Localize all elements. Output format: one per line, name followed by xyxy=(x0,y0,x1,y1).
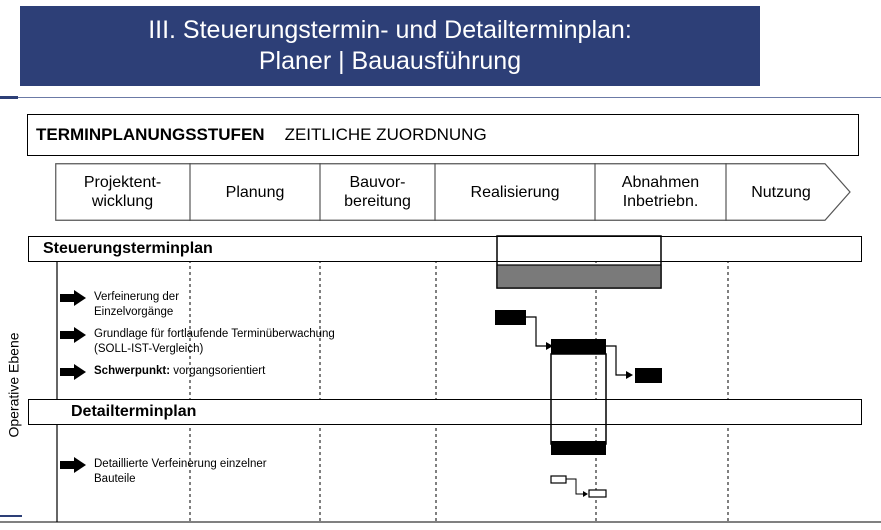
phase-label-line2: wicklung xyxy=(91,193,154,210)
side-label-text: Operative Ebene xyxy=(6,332,23,438)
detail-subbar-2 xyxy=(589,490,606,497)
phase-label-line1: Nutzung xyxy=(751,183,811,201)
steuerung-bullet-1 xyxy=(60,290,394,320)
bullet-rest: vorgangsorientiert xyxy=(170,365,266,377)
phase-label-line1: Bauvor- xyxy=(349,174,406,191)
phase-label-line2: bereitung xyxy=(344,193,411,210)
gantt-bar-1 xyxy=(495,310,526,325)
bullet-bold: Schwerpunkt: xyxy=(94,365,171,377)
gantt-link-arrow-1 xyxy=(546,342,553,350)
detail-band xyxy=(28,399,862,425)
gantt-bar-2 xyxy=(551,339,606,354)
arrow-right-icon xyxy=(60,457,86,473)
bullet-line2: Bauteile xyxy=(94,473,136,485)
steuerung-title: Steuerungsterminplan xyxy=(43,240,213,257)
bullet-line1: Verfeinerung der xyxy=(94,291,180,303)
steuerung-bullet-3 xyxy=(60,364,394,380)
phase-label-line1: Projektent- xyxy=(83,174,162,191)
phase-label-line1: Realisierung xyxy=(470,183,560,201)
detail-bar xyxy=(551,441,606,455)
heading-normal: ZEITLICHE ZUORDNUNG xyxy=(284,125,487,144)
steuerung-bullet-2 xyxy=(60,327,394,357)
heading-bold: TERMINPLANUNGSSTUFEN xyxy=(36,125,265,144)
summary-bar xyxy=(497,265,661,288)
arrow-right-icon xyxy=(60,290,86,306)
phase-label-line2: Inbetriebn. xyxy=(622,193,699,210)
gantt-bar-3 xyxy=(635,368,662,383)
arrow-right-icon xyxy=(60,327,86,343)
title-rule xyxy=(18,97,881,98)
gantt-link-2 xyxy=(606,346,626,375)
side-label xyxy=(0,300,28,470)
title-line-2: Planer | Bauausführung xyxy=(258,47,522,75)
title-banner xyxy=(20,6,760,86)
detail-link-arrow xyxy=(583,491,588,497)
phase-row xyxy=(55,163,851,221)
phase-abnahmen xyxy=(595,163,726,221)
phase-projektentwicklung xyxy=(55,163,190,221)
gantt-link-arrow-2 xyxy=(626,371,633,379)
heading-box xyxy=(27,114,859,156)
phase-label-line1: Planung xyxy=(225,183,285,201)
phase-bauvorbereitung xyxy=(320,163,435,221)
detail-subbar-1 xyxy=(551,476,566,483)
bullet-line2: (SOLL-IST-Vergleich) xyxy=(94,343,204,355)
detail-bullet-1 xyxy=(60,457,394,487)
bullet-line2: Einzelvorgänge xyxy=(94,306,174,318)
gantt-link-1 xyxy=(526,317,546,346)
title-rule-accent xyxy=(0,96,18,99)
title-line-1: III. Steuerungstermin- und Detailterminplan: xyxy=(148,16,632,44)
phase-planung xyxy=(190,163,320,221)
phase-label-line1: Abnahmen xyxy=(621,174,700,191)
detail-title: Detailterminplan xyxy=(71,403,197,420)
bullet-line1: Detaillierte Verfeinerung einzelner xyxy=(94,458,267,470)
phase-nutzung xyxy=(726,163,836,221)
steuerung-band xyxy=(28,236,862,262)
phase-realisierung xyxy=(435,163,595,221)
bullet-line1: Grundlage für fortlaufende Terminüberwachung xyxy=(94,328,335,340)
detail-link xyxy=(566,479,583,494)
arrow-right-icon xyxy=(60,364,86,380)
